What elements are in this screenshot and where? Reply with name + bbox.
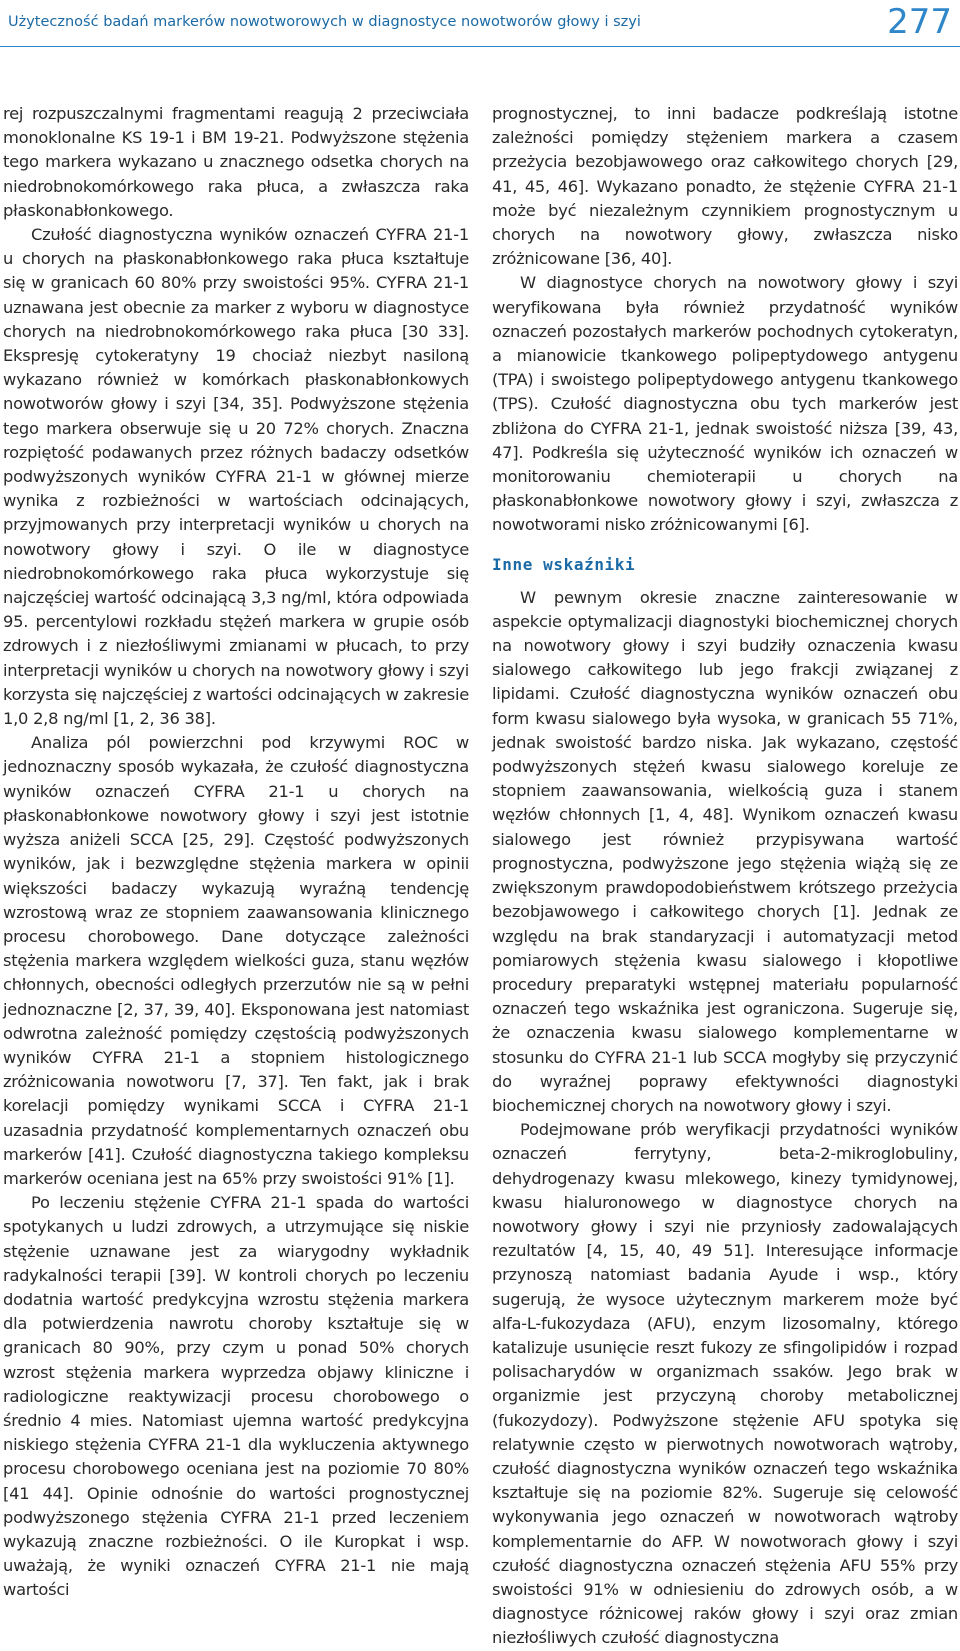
paragraph: rej rozpuszczalnymi fragmentami reagują 2 przeciwciała monoklonalne KS 19-1 i BM 19-21. Podwyższone stężenia tego markera wykazano u znacznego odsetka chorych na niedrobnokomórkowego raka płuca, a zwłaszcza raka płaskonabłonkowego. <box>3 104 469 220</box>
page-number: 277 <box>887 2 952 42</box>
paragraph: Podejmowane prób weryfikacji przydatności wyników oznaczeń ferrytyny, beta-2-mikroglobuliny, dehydrogenazy kwasu mlekowego, kinezy tymidynowej, kwasu hialuronowego w diagnostyce chorych na nowotwory głowy i szyi nie przyniosły zadowalających rezultatów [4, 15, 40, 49 51]. Interesujące informacje przynoszą natomiast badania Ayude i wsp., który sugerują, że wysoce użytecznym markerem może być alfa-L-fukozydaza (AFU), enzym lizosomalny, którego katalizuje usunięcie reszt fukozy ze sfingolipidów i rozpad polisacharydów w organizmach ssaków. Jego brak w organizmie jest przyczyną choroby metabolicznej (fukozydozy). Podwyższone stężenie AFU spotyka się relatywnie często w pierwotnych nowotworach wątroby, czułość diagnostyczna wyników oznaczeń tego wskaźnika kształtuje się na poziomie 82%. Sugeruje się celowość wykonywania jego oznaczeń w nowotworach wątroby komplementarnie do AFP. W nowotworach głowy i szyi czułość diagnostyczna oznaczeń stężenia AFU 55% przy swoistości 91% w odniesieniu do zdrowych osób, a w diagnostyce różnicowej raków głowy i szyi oraz zmian niezłośliwych czułość diagnostyczna <box>492 1120 958 1648</box>
right-column <box>492 102 958 1648</box>
page-header <box>0 0 960 48</box>
paragraph: Po leczeniu stężenie CYFRA 21-1 spada do wartości spotykanych u ludzi zdrowych, a utrzymujące się niskie stężenie uznawane jest za wiarygodny wykładnik radykalności terapii [39]. W kontroli chorych po leczeniu dodatnia wartość predykcyjna wzrostu stężenia markera dla potwierdzenia nawrotu choroby kształtuje się w granicach 80 90%, przy czym u ponad 50% chorych wzrost stężenia markera wyprzedza objawy kliniczne i radiologiczne reaktywizacji procesu chorobowego o średnio 4 mies. Natomiast ujemna wartość predykcyjna niskiego stężenia CYFRA 21-1 dla wykluczenia aktywnego procesu chorobowego oceniana jest na poziomie 70 80% [41 44]. Opinie odnośnie do wartości prognostycznej podwyższonego stężenia CYFRA 21-1 przed leczeniem wykazują znaczne rozbieżności. O ile Kuropkat i wsp. uważają, że wyniki oznaczeń CYFRA 21-1 nie mają wartości <box>3 1193 469 1600</box>
paragraph: Analiza pól powierzchni pod krzywymi ROC w jednoznaczny sposób wykazała, że czułość diagnostyczna wyników oznaczeń CYFRA 21-1 u chorych na płaskonabłonkowe nowotwory głowy i szyi jest istotnie wyższa aniżeli SCCA [25, 29]. Częstość podwyższonych wyników, jak i bezwzględne stężenia markera w opinii większości badaczy wykazują wyraźną tendencję wzrostową wraz ze stopniem zaawansowania klinicznego procesu chorobowego. Dane dotyczące zależności stężenia markera względem wielkości guza, stanu węzłów chłonnych, obecności odległych przerzutów nie są w pełni jednoznaczne [2, 37, 39, 40]. Eksponowana jest natomiast odwrotna zależność pomiędzy częstością podwyższonych wyników CYFRA 21-1 a stopniem histologicznego zróżnicowania nowotworu [7, 37]. Ten fakt, jak i brak korelacji pomiędzy wynikami SCCA i CYFRA 21-1 uzasadnia przydatność komplementarnych oznaczeń obu markerów [41]. Czułość diagnostyczna takiego kompleksu markerów oceniana jest na 65% przy swoistości 91% [1]. <box>3 733 469 1188</box>
paragraph: prognostycznej, to inni badacze podkreślają istotne zależności pomiędzy stężeniem markera a czasem przeżycia bezobjawowego oraz całkowitego chorych [29, 41, 45, 46]. Wykazano ponadto, że stężenie CYFRA 21-1 może być niezależnym czynnikiem prognostycznym u chorych na nowotwory głowy, zwłaszcza nisko zróżnicowane [36, 40]. <box>492 104 958 269</box>
paragraph: W pewnym okresie znaczne zainteresowanie w aspekcie optymalizacji diagnostyki biochemicznej chorych na nowotwory głowy i szyi budziły oznaczenia kwasu sialowego całkowitego lub jego frakcji związanej z lipidami. Czułość diagnostyczna wyników oznaczeń obu form kwasu sialowego była wysoka, w granicach 55 71%, jednak swoistość bardzo niska. Jak wykazano, częstość podwyższonych stężeń kwasu sialowego koreluje ze stopniem zaawansowania, wielkością guza i stanem węzłów chłonnych [1, 4, 48]. Wynikom oznaczeń kwasu sialowego jest również przypisywana wartość prognostyczna, podwyższone jego stężenia wiążą się ze zwiększonym prawdopodobieństwem krótszego przeżycia bezobjawowego i całkowitego chorych [1]. Jednak ze względu na brak standaryzacji i automatyzacji metod pomiarowych stężenia kwasu sialowego i kłopotliwe procedury preparatyki wstępnej materiału popularność oznaczeń tego wskaźnika jest ograniczona. Sugeruje się, że oznaczenia kwasu sialowego komplementarne w stosunku do CYFRA 21-1 lub SCCA mogłyby się przyczynić do wyraźnej poprawy efektywności diagnostyki biochemicznej chorych na nowotwory głowy i szyi. <box>492 587 958 1115</box>
paragraph: Czułość diagnostyczna wyników oznaczeń CYFRA 21-1 u chorych na płaskonabłonkowego raka płuca kształtuje się w granicach 60 80% przy swoistości 95%. CYFRA 21-1 uznawana jest obecnie za marker z wyboru w diagnostyce chorych na niedrobnokomórkowego raka płuca [30 33]. Ekspresję cytokeratyny 19 chociaż niezbyt nasiloną wykazano również w komórkach płaskonabłonkowych nowotworów głowy i szyi [34, 35]. Podwyższone stężenia tego markera obserwuje się u 20 72% chorych. Znaczna rozpiętość podawanych przez różnych badaczy odsetków podwyższonych wyników CYFRA 21-1 w głównej mierze wynika z rozbieżności w wartościach odcinających, przyjmowanych przy interpretacji wyników u chorych na nowotwory głowy i szyi. O ile w diagnostyce niedrobnokomórkowego raka płuca wykorzystuje się najczęściej wartość odcinającą 3,3 ng/ml, która odpowiada 95. percentylowi rozkładu stężeń markera w grupie osób zdrowych i z niezłośliwymi zmianami w płucach, to przy interpretacji wyników u chorych na nowotwory głowy i szyi korzysta się najczęściej z wartości odcinających w zakresie 1,0 2,8 ng/ml [1, 2, 36 38]. <box>3 225 469 729</box>
paragraph: W diagnostyce chorych na nowotwory głowy i szyi weryfikowana była również przydatność wyników oznaczeń pozostałych markerów pochodnych cytokeratyn, a mianowicie tkankowego polipeptydowego antygenu (TPA) i swoistego polipeptydowego antygenu tkankowego (TPS). Czułość diagnostyczna obu tych markerów jest zbliżona do CYFRA 21-1, jednak swoistość niższa [39, 43, 47]. Podkreśla się użyteczność wyników ich oznaczeń w monitorowaniu chemioterapii u chorych na płaskonabłonkowe nowotwory głowy i szyi, zwłaszcza z nowotworami nisko zróżnicowanymi [6]. <box>492 273 958 535</box>
running-title: Użyteczność badań markerów nowotworowych w diagnostyce nowotworów głowy i szyi <box>8 14 641 30</box>
section-heading: Inne wskaźniki <box>492 554 636 574</box>
left-column <box>3 102 469 1600</box>
header-rule <box>0 46 960 47</box>
